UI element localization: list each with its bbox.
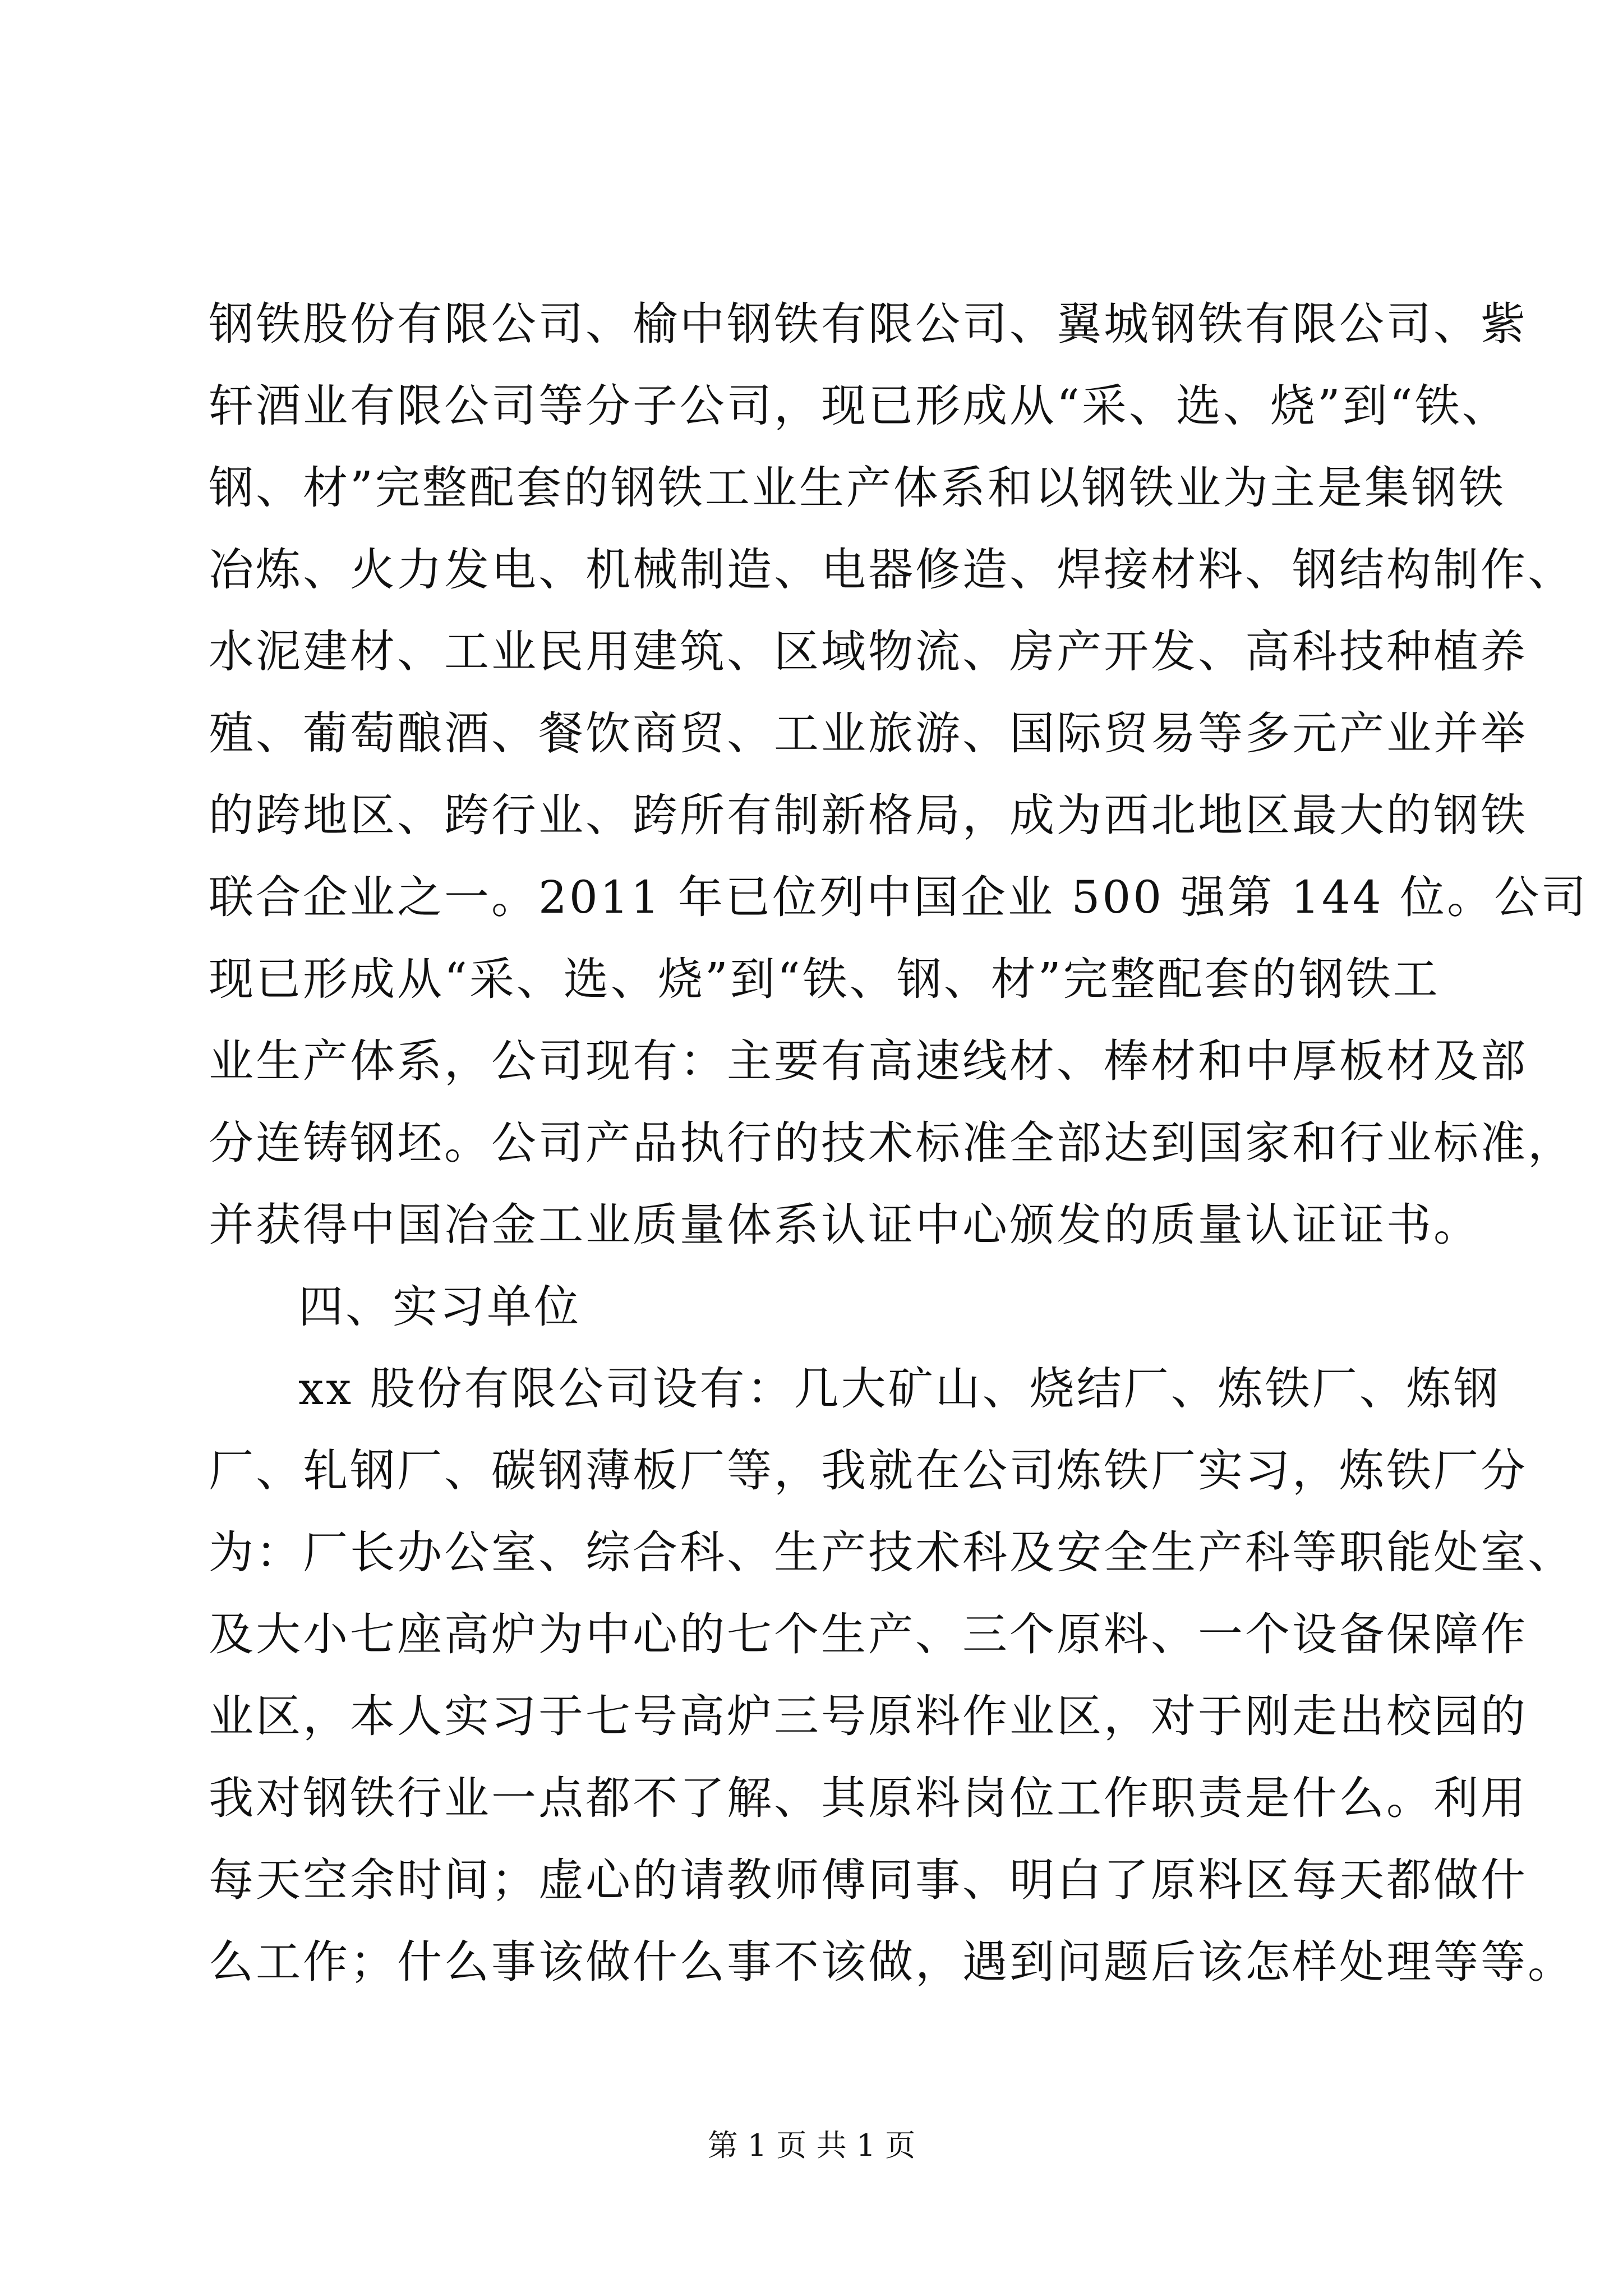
paragraph-line: 的跨地区、跨行业、跨所有制新格局，成为西北地区最大的钢铁 [209,789,1528,841]
paragraph-line: 业生产体系，公司现有：主要有高速线材、棒材和中厚板材及部 [209,1035,1528,1087]
paragraph-line: 为：厂长办公室、综合科、生产技术科及安全生产科等职能处室、 [209,1526,1575,1579]
paragraph-line: 及大小七座高炉为中心的七个生产、三个原料、一个设备保障作 [209,1608,1528,1660]
paragraph-line: 钢、材”完整配套的钢铁工业生产体系和以钢铁业为主是集钢铁 [209,462,1506,514]
paragraph-line: 我对钢铁行业一点都不了解、其原料岗位工作职责是什么。利用 [209,1772,1528,1824]
body-text [209,283,1589,2003]
paragraph-line: 轩酒业有限公司等分子公司，现已形成从“采、选、烧”到“铁、 [209,380,1509,432]
paragraph-line: 并获得中国冶金工业质量体系认证中心颁发的质量认证证书。 [209,1199,1481,1251]
paragraph-line: 么工作；什么事该做什么事不该做，遇到问题后该怎样处理等等。 [209,1936,1575,1988]
page-footer: 第 1 页 共 1 页 [707,2128,916,2163]
paragraph-line: 每天空余时间；虚心的请教师傅同事、明白了原料区每天都做什 [209,1854,1528,1906]
paragraph-line: 殖、葡萄酿酒、餐饮商贸、工业旅游、国际贸易等多元产业并举 [209,707,1528,760]
paragraph-line: 联合企业之一。2011 年已位列中国企业 500 强第 144 位。公司 [209,871,1589,923]
paragraph-line: 厂、轧钢厂、碳钢薄板厂等，我就在公司炼铁厂实习，炼铁厂分 [209,1444,1528,1497]
paragraph-line: 水泥建材、工业民用建筑、区域物流、房产开发、高科技种植养 [209,625,1528,678]
paragraph-line: 现已形成从“采、选、烧”到“铁、钢、材”完整配套的钢铁工 [209,953,1440,1005]
paragraph-line: xx 股份有限公司设有：几大矿山、烧结厂、炼铁厂、炼钢 [298,1363,1501,1415]
paragraph-line: 业区，本人实习于七号高炉三号原料作业区，对于刚走出校园的 [209,1690,1528,1742]
paragraph-line: 冶炼、火力发电、机械制造、电器修造、焊接材料、钢结构制作、 [209,544,1575,596]
paragraph-line: 钢铁股份有限公司、榆中钢铁有限公司、翼城钢铁有限公司、紫 [209,298,1528,350]
section-heading: 四、实习单位 [298,1281,581,1333]
paragraph-line: 分连铸钢坯。公司产品执行的技术标准全部达到国家和行业标准， [209,1117,1575,1169]
